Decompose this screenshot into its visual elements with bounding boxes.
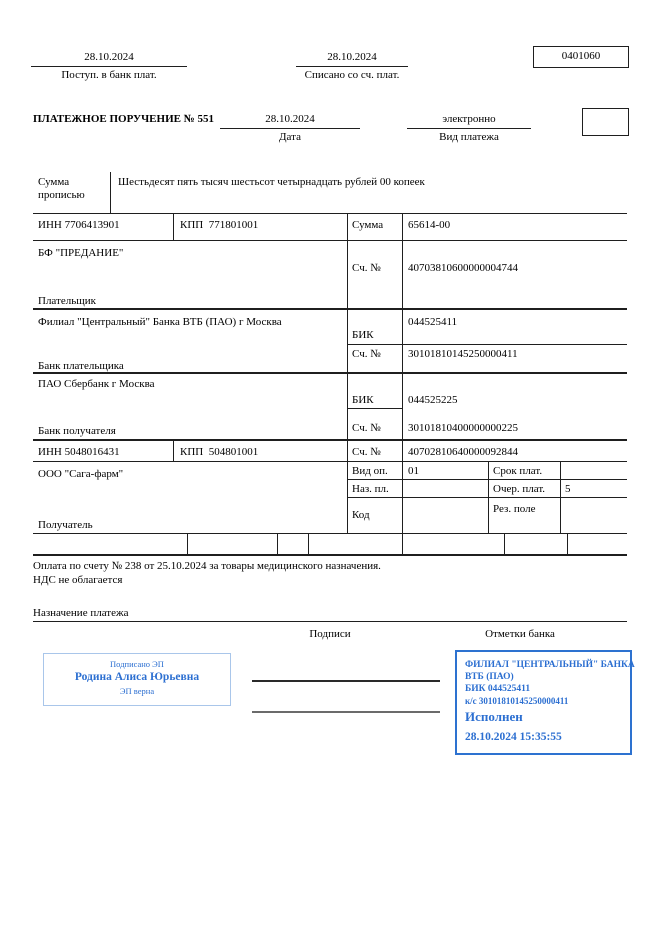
priority-label: Очер. плат.	[493, 483, 546, 495]
purpose-line1: Оплата по счету № 238 от 25.10.2024 за товары медицинского назначения.	[33, 560, 381, 572]
signature-stamp-line1: Подписано ЭП	[110, 659, 164, 669]
rule	[504, 533, 505, 555]
beneficiary-bank-bik-value: 044525225	[408, 394, 458, 406]
rule	[33, 240, 627, 241]
purpose-code-label: Наз. пл.	[352, 483, 389, 495]
rule	[33, 533, 627, 534]
payment-kind: электронно	[442, 113, 496, 125]
beneficiary-bank-name: ПАО Сбербанк г Москва	[38, 378, 155, 390]
beneficiary-kpp: КПП 504801001	[180, 446, 259, 458]
rule	[33, 308, 627, 310]
signature-line-2	[252, 711, 440, 713]
due-date-label: Срок плат.	[493, 465, 543, 477]
beneficiary-name: ООО "Сага-фарм"	[38, 468, 124, 480]
beneficiary-section-label: Получатель	[38, 519, 93, 531]
priority-value: 5	[565, 483, 571, 495]
signature-line-1	[252, 680, 440, 682]
amount-words-label-line1: Сумма	[38, 176, 70, 188]
bank-marks-label: Отметки банка	[485, 628, 555, 640]
doc-title: ПЛАТЕЖНОЕ ПОРУЧЕНИЕ № 551	[33, 113, 215, 125]
beneficiary-bank-account-value: 30101810400000000225	[408, 422, 518, 434]
doc-date-rule	[220, 128, 360, 129]
rule	[560, 462, 561, 534]
signature-stamp	[43, 653, 231, 706]
payer-inn: ИНН 7706413901	[38, 219, 120, 231]
amount-words-divider	[110, 172, 111, 214]
doc-date-label: Дата	[279, 131, 301, 143]
bank-stamp-bank-name-2: ВТБ (ПАО)	[465, 672, 514, 682]
rule	[347, 408, 402, 409]
payer-account-value: 40703810600000004744	[408, 262, 518, 274]
purpose-section-label: Назначение платежа	[33, 607, 129, 619]
payer-kpp: КПП 771801001	[180, 219, 259, 231]
bank-stamp-corr-account: к/с 30101810145250000411	[465, 696, 569, 706]
amount-label: Сумма	[352, 219, 384, 231]
debited-date-rule	[296, 66, 408, 67]
rule	[402, 213, 403, 534]
rule	[33, 554, 627, 556]
amount-words-label-line2: прописью	[38, 189, 85, 201]
beneficiary-bank-bik-label: БИК	[352, 394, 374, 406]
bank-stamp-status: Исполнен	[465, 709, 523, 724]
received-date-rule	[31, 66, 187, 67]
received-date: 28.10.2024	[84, 51, 134, 63]
beneficiary-inn: ИНН 5048016431	[38, 446, 120, 458]
op-type-value: 01	[408, 465, 419, 477]
rule	[187, 533, 188, 555]
rule	[402, 533, 403, 555]
bank-stamp	[455, 650, 635, 755]
payer-account-label: Сч. №	[352, 262, 381, 274]
payment-kind-label: Вид платежа	[439, 131, 499, 143]
rule	[33, 213, 627, 214]
op-type-label: Вид оп.	[352, 465, 388, 477]
amount-words-value: Шестьдесят пять тысяч шестьсот четырнадцать рублей 00 копеек	[118, 176, 425, 188]
rule	[33, 461, 627, 462]
payer-name: БФ "ПРЕДАНИЕ"	[38, 247, 124, 259]
payment-kind-rule	[407, 128, 531, 129]
rule	[347, 344, 627, 345]
beneficiary-bank-account-label: Сч. №	[352, 422, 381, 434]
signatures-label: Подписи	[309, 628, 351, 640]
rule	[173, 441, 174, 462]
payment-type-box	[582, 108, 629, 136]
code-label: Код	[352, 509, 370, 521]
rule	[33, 621, 627, 622]
debited-date-label: Списано со сч. плат.	[304, 69, 400, 81]
bank-stamp-bank-name-1: ФИЛИАЛ "ЦЕНТРАЛЬНЫЙ" БАНКА	[465, 660, 635, 670]
rule	[33, 439, 627, 441]
bank-stamp-bik: БИК 044525411	[465, 684, 531, 694]
debited-date: 28.10.2024	[327, 51, 377, 63]
reserve-label: Рез. поле	[493, 503, 536, 515]
rule	[308, 533, 309, 555]
signature-stamp-line3: ЭП верна	[119, 686, 155, 696]
payer-bank-section-label: Банк плательщика	[38, 360, 124, 372]
payer-section-label: Плательщик	[38, 295, 96, 307]
purpose-line2: НДС не облагается	[33, 574, 123, 586]
rule	[567, 533, 568, 555]
beneficiary-account-label: Сч. №	[352, 446, 381, 458]
rule	[347, 479, 627, 480]
form-code: 0401060	[561, 50, 601, 62]
payer-bank-account-value: 30101810145250000411	[408, 348, 518, 360]
doc-date: 28.10.2024	[265, 113, 315, 125]
rule	[173, 213, 174, 241]
amount-value: 65614-00	[408, 219, 451, 231]
rule	[347, 213, 348, 534]
beneficiary-account-value: 40702810640000092844	[408, 446, 518, 458]
rule	[347, 497, 627, 498]
payer-bank-name: Филиал "Центральный" Банка ВТБ (ПАО) г Москва	[38, 316, 282, 328]
rule	[488, 462, 489, 534]
form-code-box	[533, 46, 629, 68]
received-date-label: Поступ. в банк плат.	[61, 69, 157, 81]
payer-bank-account-label: Сч. №	[352, 348, 381, 360]
bank-stamp-timestamp: 28.10.2024 15:35:55	[465, 731, 562, 743]
payer-bank-bik-label: БИК	[352, 329, 374, 341]
rule	[277, 533, 278, 555]
payer-bank-bik-value: 044525411	[408, 316, 458, 328]
signer-name: Родина Алиса Юрьевна	[74, 671, 200, 683]
beneficiary-bank-section-label: Банк получателя	[38, 425, 116, 437]
